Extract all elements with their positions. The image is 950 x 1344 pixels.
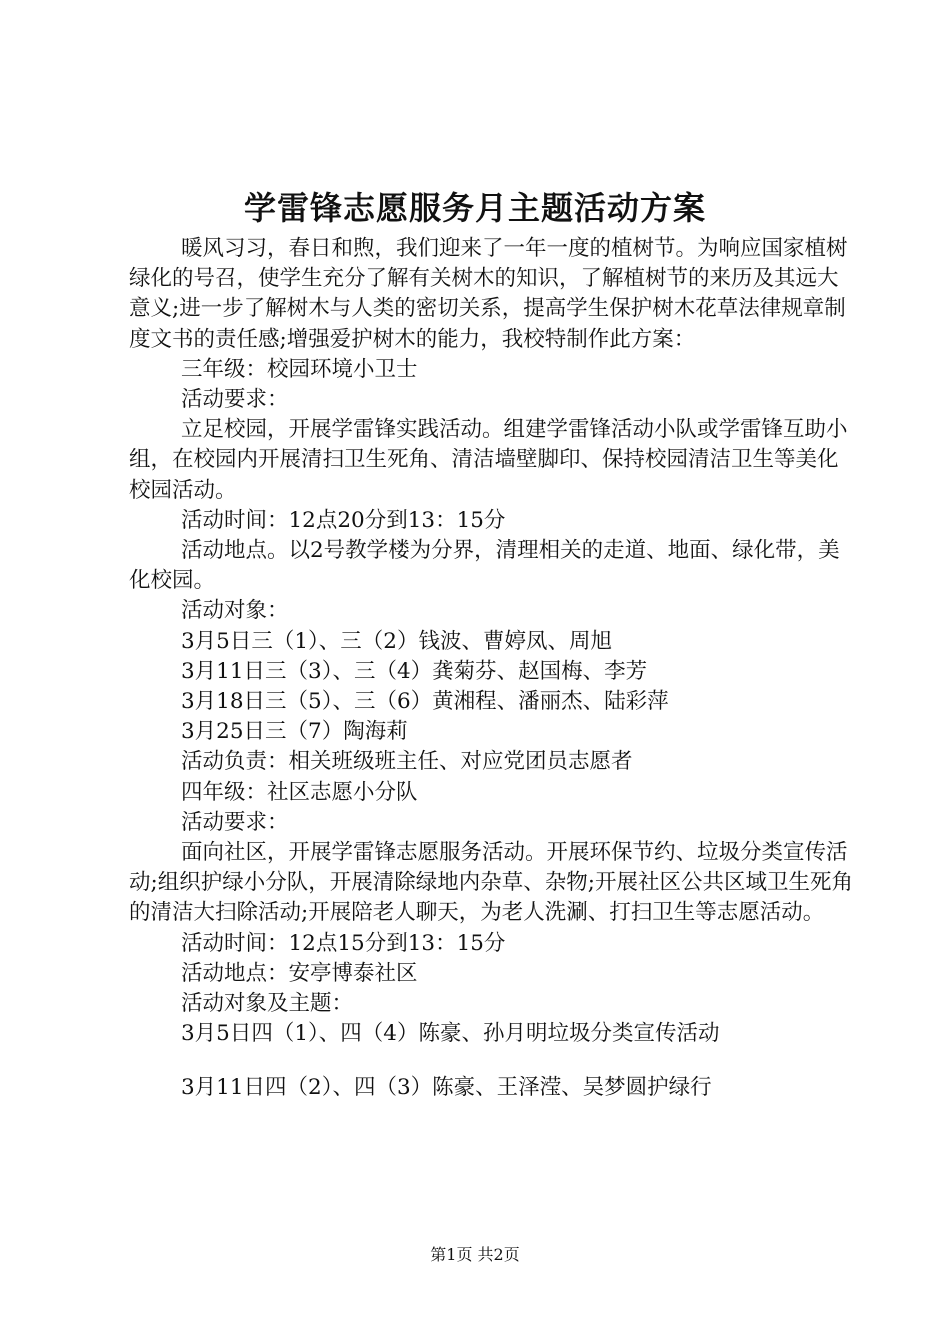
page-number-footer: 第1页 共2页	[430, 1245, 520, 1264]
activity-requirements-label: 活动要求：	[181, 387, 289, 413]
grade-four-location: 活动地点：安亭博泰社区	[181, 960, 418, 986]
document-body	[129, 234, 853, 1104]
grade-three-heading: 三年级：校园环境小卫士	[181, 356, 418, 382]
grade-three-requirements: 立足校园，开展学雷锋实践活动。组建学雷锋活动小队或学雷锋互助小组，在校园内开展清扫卫生死角、清洁墙壁脚印、保持校园清洁卫生等美化校园活动。	[129, 417, 848, 503]
schedule-line: 3月18日三（5）、三（6）黄湘程、潘丽杰、陆彩萍	[181, 689, 669, 715]
document-title: 学雷锋志愿服务月主题活动方案	[243, 189, 706, 227]
grade-four-heading: 四年级：社区志愿小分队	[181, 779, 418, 805]
grade-three-location: 活动地点。以2号教学楼为分界，清理相关的走道、地面、绿化带，美化校园。	[129, 538, 840, 594]
grade-four-time: 活动时间：12点15分到13：15分	[181, 930, 506, 956]
schedule-line: 3月11日四（2）、四（3）陈豪、王泽滢、吴梦圆护绿行	[181, 1075, 712, 1101]
grade-four-requirements: 面向社区，开展学雷锋志愿服务活动。开展环保节约、垃圾分类宣传活动;组织护绿小分队，开展清除绿地内杂草、杂物;开展社区公共区域卫生死角的清洁大扫除活动;开展陪老人聊天，为老人洗涮、打扫卫生等志愿活动。	[129, 840, 853, 926]
schedule-line: 3月11日三（3）、三（4）龚菊芬、赵国梅、李芳	[181, 658, 648, 684]
intro-paragraph: 暖风习习，春日和煦，我们迎来了一年一度的植树节。为响应国家植树绿化的号召，使学生充分了解有关树木的知识，了解植树节的来历及其远大意义;进一步了解树木与人类的密切关系，提高学生保护树木花草法律规章制度文书的责任感;增强爱护树木的能力，我校特制作此方案：	[129, 236, 848, 352]
schedule-line: 3月5日四（1）、四（4）陈豪、孙月明垃圾分类宣传活动	[181, 1021, 720, 1047]
schedule-line: 3月5日三（1）、三（2）钱波、曹婷凤、周旭	[181, 628, 612, 654]
activity-responsible: 活动负责：相关班级班主任、对应党团员志愿者	[181, 749, 633, 775]
grade-three-time: 活动时间：12点20分到13：15分	[181, 507, 506, 533]
activity-participants-label: 活动对象：	[181, 598, 289, 624]
schedule-line: 3月25日三（7）陶海莉	[181, 719, 408, 745]
activity-requirements-label: 活动要求：	[181, 809, 289, 835]
participants-and-themes-label: 活动对象及主题：	[181, 991, 354, 1017]
